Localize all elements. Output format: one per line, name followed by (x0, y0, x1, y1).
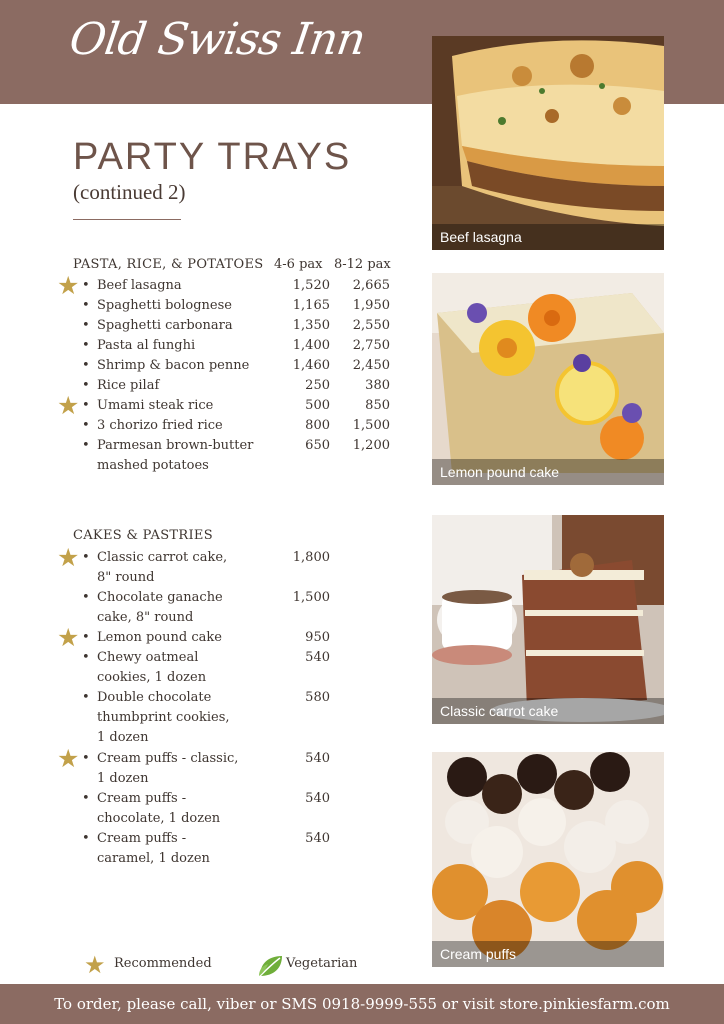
item-name: Chewy oatmeal cookies, 1 dozen (97, 650, 207, 685)
item-price-large: 1,500 (352, 418, 390, 433)
legend-vegetarian: Vegetarian (286, 956, 358, 971)
item-price-small: 500 (305, 398, 330, 413)
item-name: Spaghetti bolognese (97, 298, 232, 313)
item-price-small: 250 (305, 378, 330, 393)
item-price-large: 2,665 (352, 278, 390, 293)
column-header-large: 8-12 pax (334, 257, 391, 272)
item-name: Spaghetti carbonara (97, 318, 233, 333)
item-price: 580 (305, 690, 330, 705)
item-price: 1,800 (292, 550, 330, 565)
section-heading-pasta: PASTA, RICE, & POTATOES (73, 257, 264, 272)
item-name: Pasta al funghi (97, 338, 196, 353)
item-name: Umami steak rice (97, 398, 214, 413)
footer-bar (0, 984, 724, 1024)
item-price: 540 (305, 751, 330, 766)
footer-contact-text: To order, please call, viber or SMS 0918-9999-555 or visit store.pinkiesfarm.com (54, 995, 670, 1013)
item-price: 540 (305, 831, 330, 846)
item-price: 540 (305, 791, 330, 806)
section-heading-cakes: CAKES & PASTRIES (73, 528, 213, 543)
item-name: Chocolate ganache cake, 8" round (97, 590, 223, 625)
cream-puffs-image (432, 752, 664, 967)
recommended-star-icon: ★ (57, 391, 80, 420)
lasagna-image (432, 36, 664, 250)
item-price-large: 2,450 (352, 358, 390, 373)
item-price-large: 850 (365, 398, 390, 413)
item-name: Parmesan brown-butter mashed potatoes (97, 438, 254, 473)
item-name: 3 chorizo fried rice (97, 418, 223, 433)
item-name: Double chocolate thumbprint cookies, 1 dozen (97, 690, 230, 745)
page-subtitle: (continued 2) (73, 180, 186, 204)
item-price-large: 380 (365, 378, 390, 393)
photo-caption: Cream puffs (432, 941, 664, 967)
item-price-small: 1,165 (292, 298, 330, 313)
item-price-large: 1,200 (352, 438, 390, 453)
item-name: Cream puffs - chocolate, 1 dozen (97, 791, 221, 826)
lemon-cake-image (432, 273, 664, 485)
item-price: 950 (305, 630, 330, 645)
recommended-star-icon: ★ (57, 744, 80, 773)
item-price-small: 800 (305, 418, 330, 433)
item-name: Beef lasagna (97, 278, 182, 293)
item-price-small: 1,520 (292, 278, 330, 293)
brand-logo: Old Swiss Inn (66, 14, 368, 65)
page-title: PARTY TRAYS (73, 136, 352, 178)
recommended-star-icon: ★ (57, 271, 80, 300)
photo-caption: Lemon pound cake (432, 459, 664, 485)
item-name: Classic carrot cake, 8" round (97, 550, 228, 585)
item-price-small: 1,460 (292, 358, 330, 373)
photo-cream-puffs (432, 752, 664, 967)
recommended-star-icon: ★ (84, 951, 106, 979)
recommended-star-icon: ★ (57, 543, 80, 572)
item-price: 540 (305, 650, 330, 665)
item-price-small: 1,350 (292, 318, 330, 333)
column-header-small: 4-6 pax (274, 257, 323, 272)
item-price-small: 1,400 (292, 338, 330, 353)
photo-classic-carrot-cake (432, 515, 664, 724)
item-name: Cream puffs - caramel, 1 dozen (97, 831, 210, 866)
vegetarian-leaf-icon (258, 954, 284, 978)
item-name: Cream puffs - classic, 1 dozen (97, 751, 239, 786)
photo-caption: Classic carrot cake (432, 698, 664, 724)
photo-lemon-pound-cake (432, 273, 664, 485)
title-divider (73, 219, 181, 220)
item-price: 1,500 (292, 590, 330, 605)
item-price-small: 650 (305, 438, 330, 453)
photo-beef-lasagna (432, 36, 664, 250)
item-price-large: 2,750 (352, 338, 390, 353)
item-name: Lemon pound cake (97, 630, 222, 645)
item-price-large: 1,950 (352, 298, 390, 313)
carrot-cake-image (432, 515, 664, 724)
legend-recommended: Recommended (114, 956, 212, 971)
item-name: Rice pilaf (97, 378, 160, 393)
photo-caption: Beef lasagna (432, 224, 664, 250)
item-name: Shrimp & bacon penne (97, 358, 250, 373)
item-price-large: 2,550 (352, 318, 390, 333)
recommended-star-icon: ★ (57, 623, 80, 652)
